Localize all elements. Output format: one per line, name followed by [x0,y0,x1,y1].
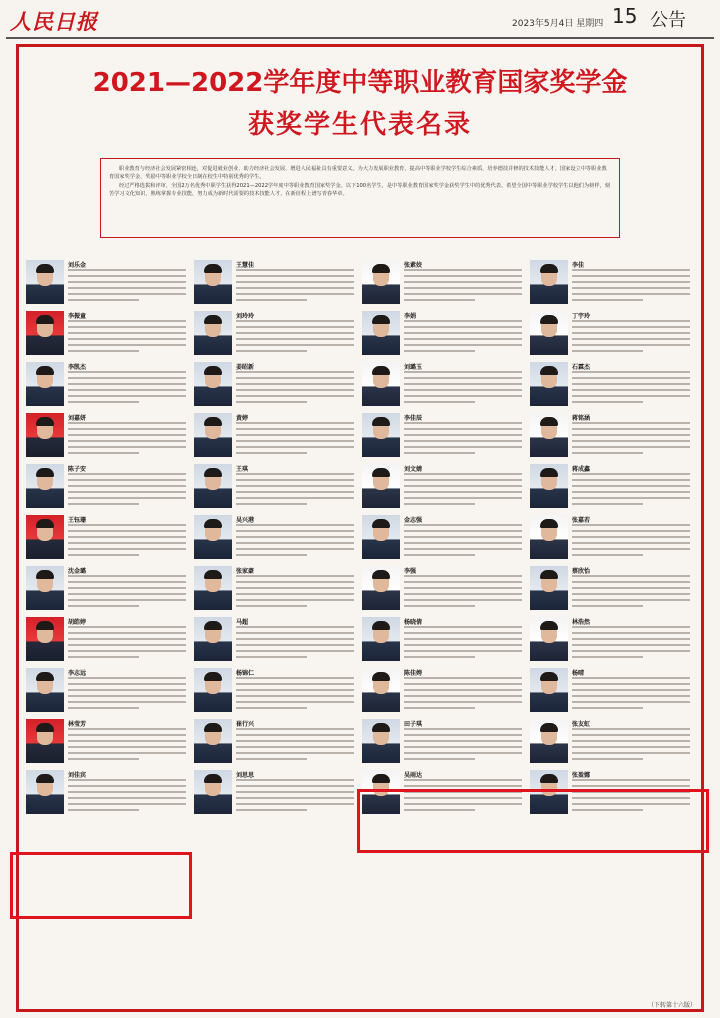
student-card [24,613,192,664]
student-name: 蒋成鑫 [572,466,591,473]
student-name: 李佳辰 [404,415,423,422]
student-name: 丁宇玲 [572,313,591,320]
student-photo [530,617,568,661]
student-name: 陈佳娉 [404,670,423,677]
student-card [24,766,192,817]
hair-shape [204,723,222,732]
student-name: 张盈娜 [572,772,591,779]
newspaper-logo: 人民日报 [10,9,98,34]
student-name: 李佳 [572,262,585,269]
hair-shape [540,774,558,783]
student-card [192,511,360,562]
student-bio [236,473,354,509]
student-card [528,664,696,715]
continued-note: （下转第十六版） [648,1002,697,1009]
student-name: 刘乐金 [68,262,87,269]
student-name: 吴兴港 [236,517,255,524]
student-photo [362,413,400,457]
hair-shape [540,315,558,324]
hair-shape [540,723,558,732]
hair-shape [204,672,222,681]
student-bio [236,524,354,560]
hair-shape [372,519,390,528]
student-card [528,460,696,511]
issue-date: 2023年5月4日 星期四 [512,19,604,29]
student-photo [26,311,64,355]
student-card [360,562,528,613]
student-name: 胡皓婷 [68,619,87,626]
student-photo [26,362,64,406]
student-bio [236,728,354,764]
student-name: 金志强 [404,517,423,524]
student-name: 林浩然 [572,619,591,626]
student-bio [404,473,522,509]
student-name: 林莹芳 [68,721,87,728]
hair-shape [204,468,222,477]
hair-shape [204,366,222,375]
student-name: 蔡欣怡 [572,568,591,575]
hair-shape [372,468,390,477]
page-title: 2021—2022学年度中等职业教育国家奖学金 [92,68,628,98]
student-name: 李凯杰 [68,364,87,371]
student-card [192,562,360,613]
student-name: 李志远 [68,670,87,677]
student-photo [194,260,232,304]
student-name: 石霖杰 [572,364,591,371]
hair-shape [372,417,390,426]
student-bio [572,422,690,458]
student-photo [194,413,232,457]
student-card [360,511,528,562]
student-card [192,715,360,766]
hair-shape [540,417,558,426]
student-name: 张嘉若 [572,517,591,524]
student-photo [194,719,232,763]
student-bio [404,371,522,407]
student-card [192,358,360,409]
hair-shape [372,723,390,732]
page-subtitle: 获奖学生代表名录 [247,110,472,140]
highlight-box-1 [357,789,709,853]
student-photo [362,719,400,763]
student-photo [530,413,568,457]
student-name: 陈子安 [68,466,87,473]
student-card [192,766,360,817]
student-card [24,256,192,307]
student-photo [26,719,64,763]
student-bio [68,626,186,662]
student-name: 沈金璐 [68,568,87,575]
student-photo [530,719,568,763]
student-name: 杨晓倩 [404,619,423,626]
student-name: 张素姣 [404,262,423,269]
student-bio [572,320,690,356]
student-photo [362,260,400,304]
section-name: 公告 [650,10,686,31]
student-card [24,358,192,409]
hair-shape [372,774,390,783]
hair-shape [372,366,390,375]
student-bio [236,320,354,356]
student-name: 姜昭新 [236,364,255,371]
student-name: 崔行兴 [236,721,255,728]
student-bio [68,371,186,407]
student-card [360,715,528,766]
student-card [192,664,360,715]
student-card [528,358,696,409]
student-photo [194,668,232,712]
student-photo [26,464,64,508]
student-card [24,562,192,613]
student-bio [572,677,690,713]
student-name: 杨晴 [572,670,585,677]
student-bio [68,779,186,815]
student-card [192,307,360,358]
student-name: 田子琪 [404,721,423,728]
student-name: 刘玲玲 [236,313,255,320]
student-bio [404,575,522,611]
student-photo [530,566,568,610]
student-card [192,460,360,511]
intro-paragraph: 经过严格选拔和评审，全国2万名优秀中职学生获得2021—2022学年度中等职业教育国家奖学金。以下100名学生，是中等职业教育国家奖学金获奖学生中的优秀代表。希望全国中等职业学校学生以他们为榜样，刻苦学习文化知识，熟练掌握专业技能，努力成为新时代需要的技术技能人才，在新征程上谱写青春华章。 [109,182,610,198]
student-name: 马超 [236,619,249,626]
hair-shape [204,621,222,630]
hair-shape [372,570,390,579]
student-photo [26,260,64,304]
student-card [360,664,528,715]
hair-shape [540,366,558,375]
student-name: 张家豪 [236,568,255,575]
student-name: 刘嘉妍 [68,415,87,422]
student-card [24,511,192,562]
student-photo [362,515,400,559]
hair-shape [204,774,222,783]
student-photo [194,311,232,355]
student-card [528,511,696,562]
student-card [24,307,192,358]
student-photo [530,362,568,406]
student-card [24,715,192,766]
student-photo [362,362,400,406]
hair-shape [204,570,222,579]
student-photo [530,311,568,355]
student-card [360,307,528,358]
student-photo [194,770,232,814]
student-photo [194,566,232,610]
student-bio [68,728,186,764]
student-photo [530,668,568,712]
student-card [192,256,360,307]
student-bio [404,524,522,560]
hair-shape [36,468,54,477]
hair-shape [36,519,54,528]
student-name: 吴雨达 [404,772,423,779]
student-name: 王钰珊 [68,517,87,524]
hair-shape [540,264,558,273]
hair-shape [540,672,558,681]
student-bio [236,371,354,407]
student-photo [530,260,568,304]
hair-shape [204,519,222,528]
student-bio [404,269,522,305]
student-bio [572,626,690,662]
intro-box [100,158,620,238]
student-card [528,307,696,358]
student-card [24,409,192,460]
student-grid [24,256,696,817]
masthead [0,0,720,44]
student-card [360,409,528,460]
student-name: 蒋铭涵 [572,415,591,422]
student-photo [26,770,64,814]
student-name: 刘佳宾 [68,772,87,779]
hair-shape [372,264,390,273]
student-card [360,460,528,511]
student-bio [68,473,186,509]
student-photo [26,515,64,559]
hair-shape [372,315,390,324]
student-bio [404,422,522,458]
student-bio [68,320,186,356]
student-photo [194,362,232,406]
student-card [528,562,696,613]
student-name: 王慧佳 [236,262,255,269]
student-bio [68,575,186,611]
student-name: 刘璐玉 [404,364,423,371]
student-bio [236,677,354,713]
student-photo [194,464,232,508]
student-name: 黄婷 [236,415,249,422]
hair-shape [540,468,558,477]
student-photo [362,311,400,355]
student-bio [404,677,522,713]
student-card [24,460,192,511]
student-bio [236,422,354,458]
hair-shape [204,264,222,273]
hair-shape [36,417,54,426]
student-photo [530,515,568,559]
student-bio [236,575,354,611]
hair-shape [540,519,558,528]
student-bio [404,728,522,764]
student-photo [362,617,400,661]
student-name: 李娟 [404,313,417,320]
student-photo [194,515,232,559]
student-bio [236,779,354,815]
student-bio [68,422,186,458]
student-photo [26,617,64,661]
student-bio [236,626,354,662]
student-card [24,664,192,715]
hair-shape [36,672,54,681]
student-photo [194,617,232,661]
student-photo [362,668,400,712]
student-photo [362,566,400,610]
student-bio [68,269,186,305]
student-bio [572,371,690,407]
student-card [360,358,528,409]
student-name: 杨锦仁 [236,670,255,677]
hair-shape [36,621,54,630]
student-photo [530,464,568,508]
hair-shape [372,621,390,630]
hair-shape [540,570,558,579]
student-card [192,613,360,664]
hair-shape [540,621,558,630]
student-card [192,409,360,460]
hair-shape [36,774,54,783]
hair-shape [372,672,390,681]
student-bio [236,269,354,305]
student-bio [68,524,186,560]
page-number: 15 [612,4,638,28]
student-photo [26,566,64,610]
hair-shape [36,315,54,324]
student-card [528,613,696,664]
student-card [528,256,696,307]
student-bio [68,677,186,713]
student-photo [26,413,64,457]
student-bio [404,320,522,356]
student-card [360,256,528,307]
student-photo [26,668,64,712]
student-bio [572,728,690,764]
hair-shape [36,570,54,579]
student-bio [572,524,690,560]
student-bio [404,626,522,662]
student-card [528,409,696,460]
student-name: 刘文婧 [404,466,423,473]
intro-paragraph: 职业教育与经济社会发展紧密相连，对促进就业创业、助力经济社会发展、增进人民福祉具有重要意义。为大力发展职业教育，提高中等职业学校学生综合素质，培养德技并修的技术技能人才，国家设立中等职业教育国家奖学金，奖励中等职业学校全日制在校生中特别优秀的学生。 [109,166,607,181]
student-photo [362,464,400,508]
student-card [528,715,696,766]
hair-shape [204,417,222,426]
student-name: 张友虹 [572,721,591,728]
student-card [360,613,528,664]
student-name: 王琪 [236,466,249,473]
hair-shape [36,366,54,375]
student-bio [572,575,690,611]
highlight-box-2 [10,852,192,919]
hair-shape [36,264,54,273]
student-name: 李强 [404,568,417,575]
hair-shape [36,723,54,732]
student-name: 刘思思 [236,772,255,779]
header-rule [6,37,714,39]
hair-shape [204,315,222,324]
student-bio [572,269,690,305]
student-name: 李振童 [68,313,87,320]
student-bio [572,473,690,509]
